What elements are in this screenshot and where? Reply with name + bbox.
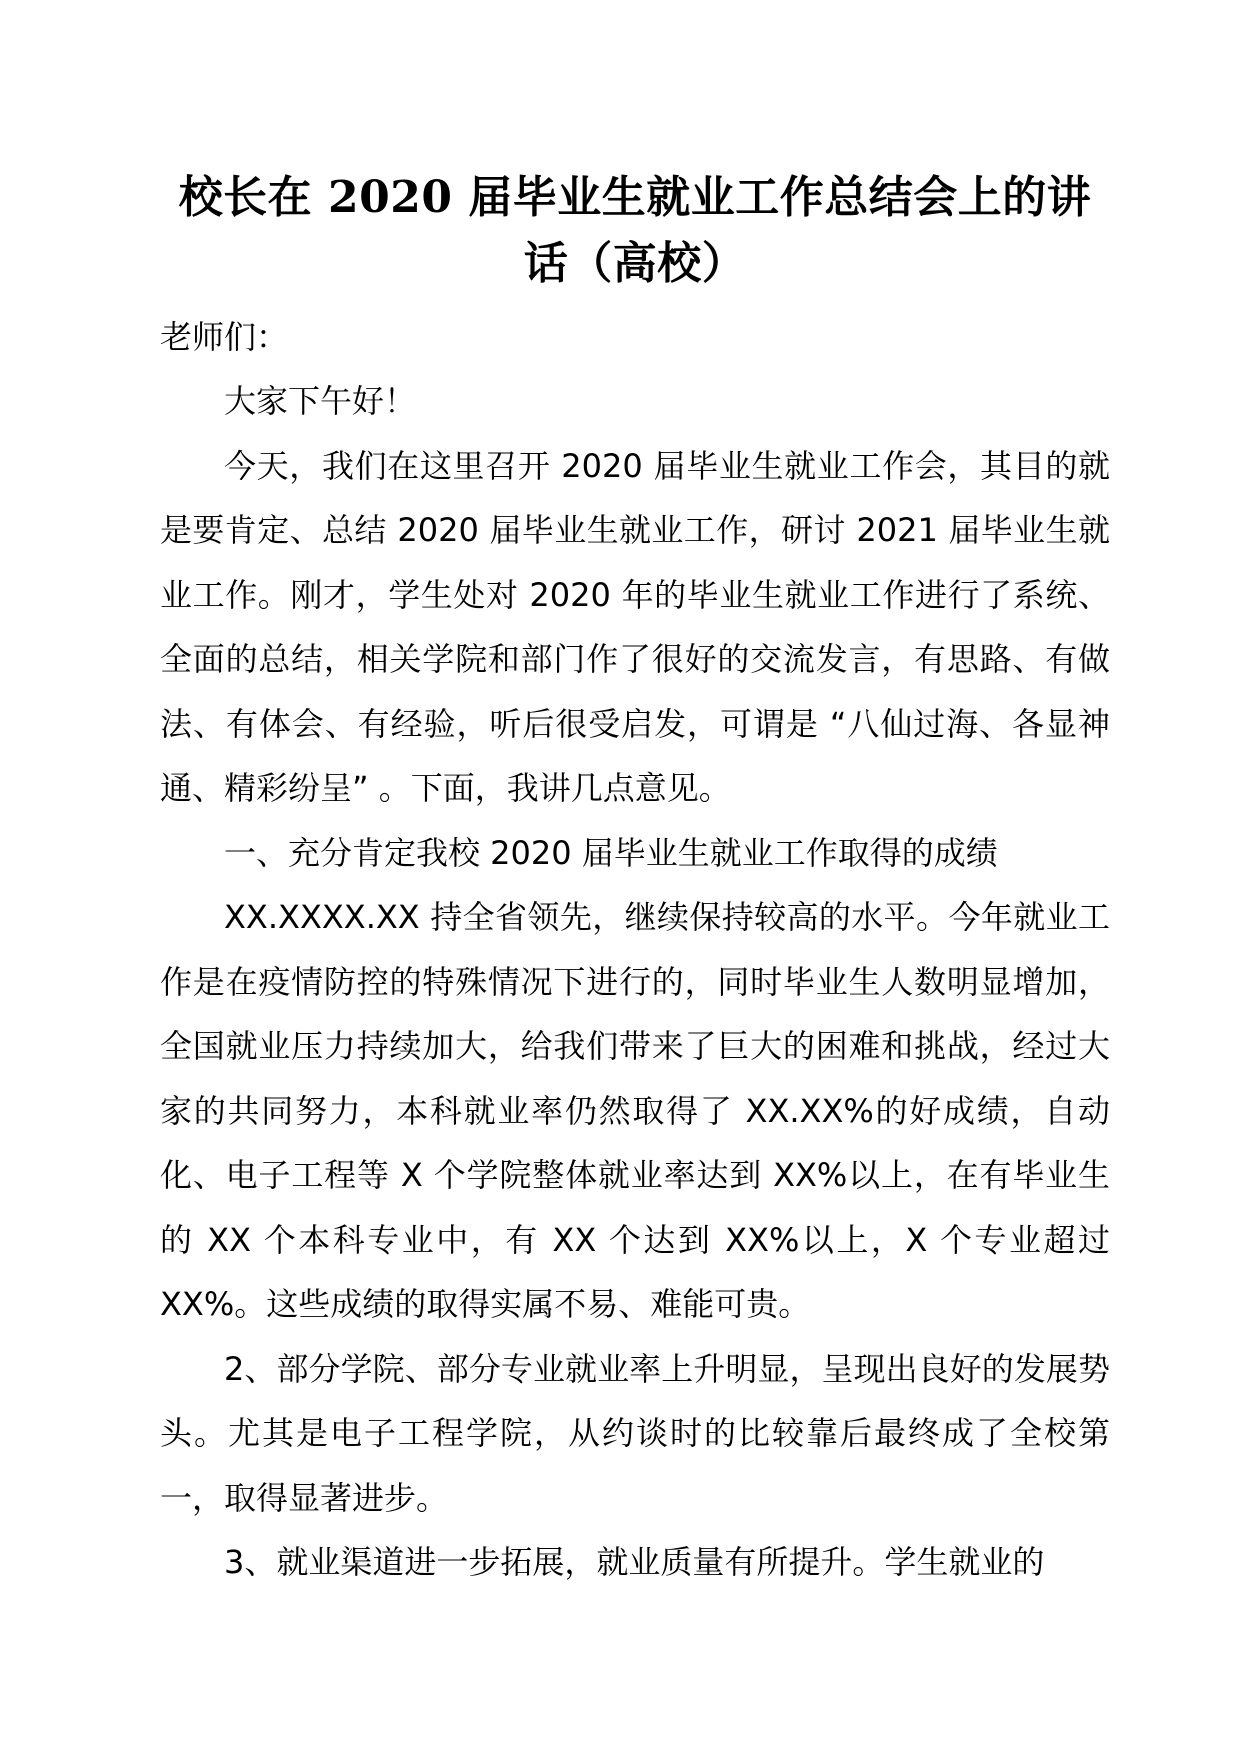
paragraph-intro: 今天，我们在这里召开 2020 届毕业生就业工作会，其目的就是要肯定、总结 2020 届毕业生就业工作，研讨 2021 届毕业生就业工作。刚才，学生处对 2020 年的毕业生就业工作进行了系统、全面的总结，相关学院和部门作了很好的交流发言，有思路、有做法、有体会、有经验，听后很受启发，可谓是 “八仙过海、各显神通、精彩纷呈” 。下面，我讲几点意见。 [160,446,1110,807]
paragraph-achievement-1: XX.XXXX.XX 持全省领先，继续保持较高的水平。今年就业工作是在疫情防控的特殊情况下进行的，同时毕业生人数明显增加，全国就业压力持续加大，给我们带来了巨大的困难和挑战，经过大家的共同努力，本科就业率仍然取得了 XX.XX%的好成绩，自动化、电子工程等 X 个学院整体就业率达到 XX%以上，在有毕业生的 XX 个本科专业中，有 XX 个达到 XX%以上，X 个专业超过 XX%。这些成绩的取得实属不易、难能可贵。 [160,898,1110,1323]
document-page [160,165,1110,1595]
section-heading-1: 一、充分肯定我校 2020 届毕业生就业工作取得的成绩 [224,833,998,872]
salutation: 老师们： [160,318,289,356]
document-title: 校长在 2020 届毕业生就业工作总结会上的讲话（高校） [178,172,1092,289]
paragraph-achievement-3: 3、就业渠道进一步拓展，就业质量有所提升。学生就业的 [224,1543,1045,1581]
paragraph-achievement-2: 2、部分学院、部分专业就业率上升明显，呈现出良好的发展势头。尤其是电子工程学院，从约谈时的比较靠后最终成了全校第一，取得显著进步。 [160,1349,1110,1517]
paragraph-greeting: 大家下午好！ [224,382,417,420]
